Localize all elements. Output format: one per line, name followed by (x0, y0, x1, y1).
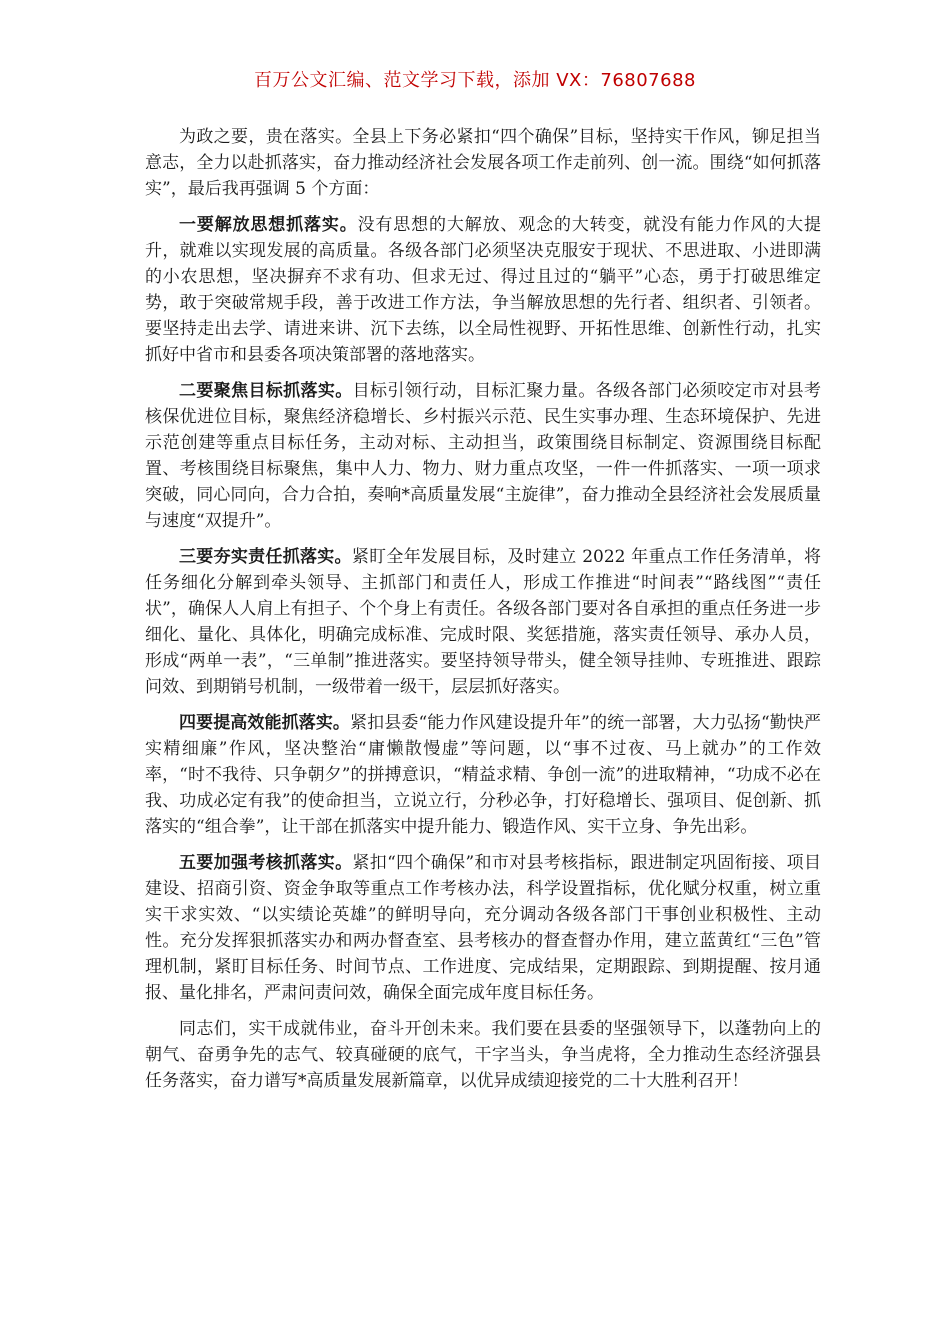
paragraph-text: 紧盯全年发展目标，及时建立 2022 年重点工作任务清单，将任务细化分解到牵头领导、主抓部门和责任人，形成工作推进“时间表”“路线图”“责任状”，确保人人肩上有担子、个个身上有责任。各级各部门要对各自承担的重点任务进一步细化、量化、具体化，明确完成标准、完成时限、奖惩措施，落实责任领导、承办人员，形成“两单一表”，“三单制”推进落实。要坚持领导带头，健全领导挂帅、专班推进、跟踪问效、到期销号机制，一级带着一级干，层层抓好落实。 (145, 547, 822, 697)
paragraph-text: 紧扣“四个确保”和市对县考核指标，跟进制定巩固衔接、项目建设、招商引资、资金争取等重点工作考核办法，科学设置指标，优化赋分权重，树立重实干求实效、“以实绩论英雄”的鲜明导向，充分调动各级各部门干事创业积极性、主动性。充分发挥狠抓落实办和两办督查室、县考核办的督查督办作用，建立蓝黄红“三色”管理机制，紧盯目标任务、时间节点、工作进度、完成结果，定期跟踪、到期提醒、按月通报、量化排名，严肃问责问效，确保全面完成年度目标任务。 (145, 853, 822, 1003)
paragraph-closing (145, 1016, 821, 1094)
paragraph-point-2 (145, 378, 821, 534)
paragraph-point-5 (145, 850, 821, 1006)
paragraph-lead: 三要夯实责任抓落实。 (179, 547, 352, 567)
paragraph-intro (145, 124, 821, 202)
document-body (145, 124, 821, 1104)
paragraph-text: 目标引领行动，目标汇聚力量。各级各部门必须咬定市对县考核保优进位目标，聚焦经济稳增长、乡村振兴示范、民生实事办理、生态环境保护、先进示范创建等重点目标任务，主动对标、主动担当，政策围绕目标制定、资源围绕目标配置、考核围绕目标聚焦，集中人力、物力、财力重点攻坚，一件一件抓落实、一项一项求突破，同心同向，合力合拍，奏响*高质量发展“主旋律”，奋力推动全县经济社会发展质量与速度“双提升”。 (145, 381, 822, 531)
paragraph-point-1 (145, 212, 821, 368)
paragraph-text: 紧扣县委“能力作风建设提升年”的统一部署，大力弘扬“勤快严实精细廉”作风，坚决整治“庸懒散慢虚”等问题，以“事不过夜、马上就办”的工作效率，“时不我待、只争朝夕”的拼搏意识，“精益求精、争创一流”的进取精神，“功成不必在我、功成必定有我”的使命担当，立说立行，分秒必争，打好稳增长、强项目、促创新、抓落实的“组合拳”，让干部在抓落实中提升能力、锻造作风、实干立身、争先出彩。 (145, 713, 822, 837)
paragraph-text: 没有思想的大解放、观念的大转变，就没有能力作风的大提升，就难以实现发展的高质量。各级各部门必须坚决克服安于现状、不思进取、小进即满的小农思想，坚决摒弃不求有功、但求无过、得过且过的“躺平”心态，勇于打破思维定势，敢于突破常规手段，善于改进工作方法，争当解放思想的先行者、组织者、引领者。要坚持走出去学、请进来讲、沉下去练，以全局性视野、开拓性思维、创新性行动，扎实抓好中省市和县委各项决策部署的落地落实。 (145, 215, 822, 365)
paragraph-point-4 (145, 710, 821, 840)
paragraph-lead: 五要加强考核抓落实。 (179, 853, 353, 873)
paragraph-text: 为政之要，贵在落实。全县上下务必紧扣“四个确保”目标，坚持实干作风，铆足担当意志，全力以赴抓落实，奋力推动经济社会发展各项工作走前列、创一流。围绕“如何抓落实”，最后我再强调 5 个方面： (145, 127, 821, 199)
paragraph-lead: 二要聚焦目标抓落实。 (179, 381, 353, 401)
paragraph-lead: 四要提高效能抓落实。 (179, 713, 351, 733)
page-header-watermark: 百万公文汇编、范文学习下载，添加 VX：76807688 (254, 70, 696, 91)
paragraph-point-3 (145, 544, 821, 700)
paragraph-lead: 一要解放思想抓落实。 (179, 215, 358, 235)
paragraph-text: 同志们，实干成就伟业，奋斗开创未来。我们要在县委的坚强领导下，以蓬勃向上的朝气、奋勇争先的志气、较真碰硬的底气，干字当头，争当虎将，全力推动生态经济强县任务落实，奋力谱写*高质量发展新篇章，以优异成绩迎接党的二十大胜利召开！ (145, 1019, 821, 1091)
